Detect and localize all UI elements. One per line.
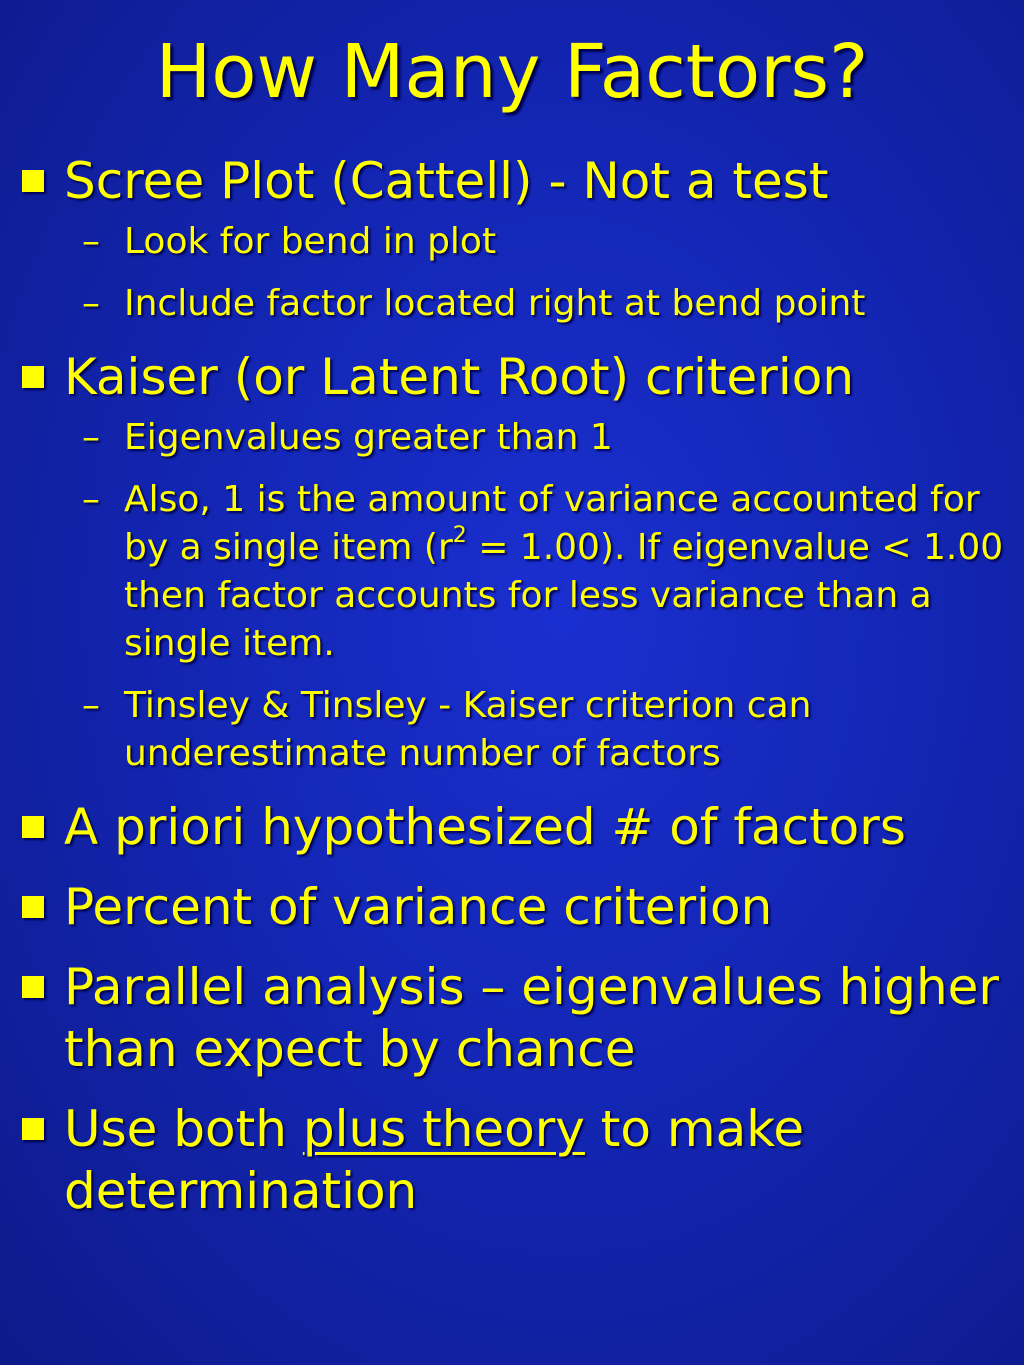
bullet-item <box>20 796 1016 858</box>
bullet-item <box>20 876 1016 938</box>
sub-bullet-text: Look for bend in plot <box>124 221 497 262</box>
bullet-item <box>20 1098 1016 1222</box>
bullet-item <box>20 150 1016 212</box>
square-bullet-icon <box>22 170 44 192</box>
bullet-text: Scree Plot (Cattell) - Not a test <box>64 152 829 210</box>
sub-bullet-text: Eigenvalues greater than 1 <box>124 417 613 458</box>
dash-marker: – <box>82 221 100 262</box>
bullet-item <box>20 346 1016 408</box>
sub-bullet-text: Include factor located right at bend point <box>124 283 866 324</box>
bullet-list <box>20 150 1016 1222</box>
square-bullet-icon <box>22 896 44 918</box>
slide-title: How Many Factors? <box>155 29 869 115</box>
underlined-phrase: plus theory <box>302 1100 585 1158</box>
superscript: 2 <box>452 523 467 548</box>
square-bullet-icon <box>22 816 44 838</box>
bullet-item <box>20 956 1016 1080</box>
dash-marker: – <box>82 283 100 324</box>
sub-bullet-item <box>20 476 1016 668</box>
dash-marker: – <box>82 479 100 520</box>
sub-bullet-item <box>20 414 1016 462</box>
dash-marker: – <box>82 685 100 726</box>
bullet-text: Parallel analysis – eigenvalues higher than expect by chance <box>64 958 999 1078</box>
square-bullet-icon <box>22 976 44 998</box>
sub-bullet-item <box>20 682 1016 778</box>
sub-bullet-item <box>20 280 1016 328</box>
bullet-text: Kaiser (or Latent Root) criterion <box>64 348 855 406</box>
bullet-text: Percent of variance criterion <box>64 878 773 936</box>
sub-bullet-text: Tinsley & Tinsley - Kaiser criterion can underestimate number of factors <box>124 685 812 774</box>
sub-bullet-text: Also, 1 is the amount of variance accounted for by a single item $(r^2 = 1.00)$. If eigenvalue < 1.00 then factor accounts for less variance than a single item. <box>124 479 1004 664</box>
bullet-text: Use both plus theory to make determination <box>64 1100 805 1220</box>
square-bullet-icon <box>22 366 44 388</box>
bullet-text: A priori hypothesized # of factors <box>64 798 906 856</box>
dash-marker: – <box>82 417 100 458</box>
square-bullet-icon <box>22 1118 44 1140</box>
sub-bullet-item <box>20 218 1016 266</box>
